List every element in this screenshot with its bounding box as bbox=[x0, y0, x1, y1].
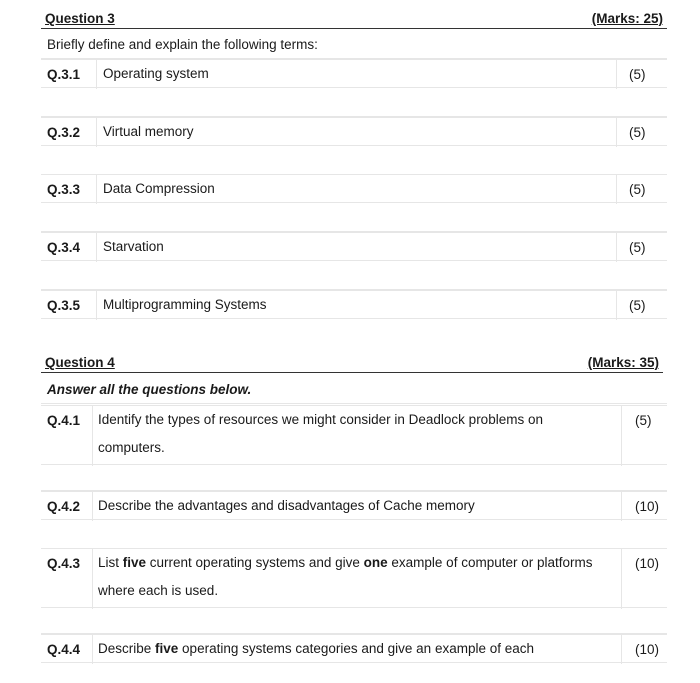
item-marks: (5) bbox=[629, 67, 646, 82]
question-item bbox=[41, 232, 667, 261]
item-number: Q.4.1 bbox=[47, 413, 81, 428]
item-text bbox=[98, 635, 534, 663]
question-3-header bbox=[41, 4, 667, 29]
text-part: List bbox=[98, 555, 123, 570]
item-text: Data Compression bbox=[103, 181, 215, 196]
item-text: Multiprogramming Systems bbox=[103, 297, 267, 312]
question-item bbox=[41, 548, 667, 608]
question-item bbox=[41, 290, 667, 319]
question-3-marks: (Marks: 25) bbox=[591, 11, 663, 26]
emphasis-five: five bbox=[122, 555, 147, 570]
item-number: Q.3.5 bbox=[47, 298, 81, 313]
question-4-marks: (Marks: 35) bbox=[587, 355, 659, 370]
question-item bbox=[41, 491, 667, 520]
item-number: Q.4.2 bbox=[47, 499, 81, 514]
item-number: Q.3.4 bbox=[47, 240, 81, 255]
question-item bbox=[41, 59, 667, 88]
item-number: Q.4.4 bbox=[47, 642, 81, 657]
item-marks: (5) bbox=[629, 298, 646, 313]
text-part: current operating systems and give bbox=[146, 555, 364, 570]
text-part: operating systems categories and give an example of each bbox=[178, 641, 535, 656]
item-marks: (5) bbox=[629, 240, 646, 255]
item-text-line-2: computers. bbox=[98, 440, 165, 455]
question-3-title: Question 3 bbox=[45, 11, 115, 26]
item-number: Q.4.3 bbox=[47, 556, 81, 571]
question-4-header bbox=[41, 348, 663, 373]
text-part: example of computer or platforms bbox=[387, 555, 593, 570]
item-marks: (10) bbox=[635, 499, 660, 514]
item-number: Q.3.2 bbox=[47, 125, 81, 140]
item-number: Q.3.1 bbox=[47, 67, 81, 82]
question-4-title: Question 4 bbox=[45, 355, 115, 370]
item-marks: (10) bbox=[635, 642, 660, 657]
item-text-line-2: where each is used. bbox=[98, 583, 219, 598]
text-part: Describe bbox=[98, 641, 156, 656]
item-text: Starvation bbox=[103, 239, 164, 254]
emphasis-one: one bbox=[363, 555, 388, 570]
item-text: Operating system bbox=[103, 66, 209, 81]
item-marks: (10) bbox=[635, 556, 660, 571]
question-3-instruction: Briefly define and explain the following terms: bbox=[41, 31, 667, 59]
item-marks: (5) bbox=[635, 413, 652, 428]
question-item bbox=[41, 174, 667, 203]
question-item bbox=[41, 117, 667, 146]
question-item bbox=[41, 634, 667, 663]
question-4-instruction: Answer all the questions below. bbox=[41, 376, 667, 404]
item-text: Describe the advantages and disadvantages of Cache memory bbox=[98, 498, 475, 513]
question-item bbox=[41, 405, 667, 465]
item-number: Q.3.3 bbox=[47, 182, 81, 197]
item-text-line-1 bbox=[98, 549, 593, 577]
item-text-line-1: Identify the types of resources we might consider in Deadlock problems on bbox=[98, 412, 543, 427]
emphasis-five: five bbox=[155, 641, 179, 656]
item-marks: (5) bbox=[629, 125, 646, 140]
item-text: Virtual memory bbox=[103, 124, 194, 139]
item-marks: (5) bbox=[629, 182, 646, 197]
